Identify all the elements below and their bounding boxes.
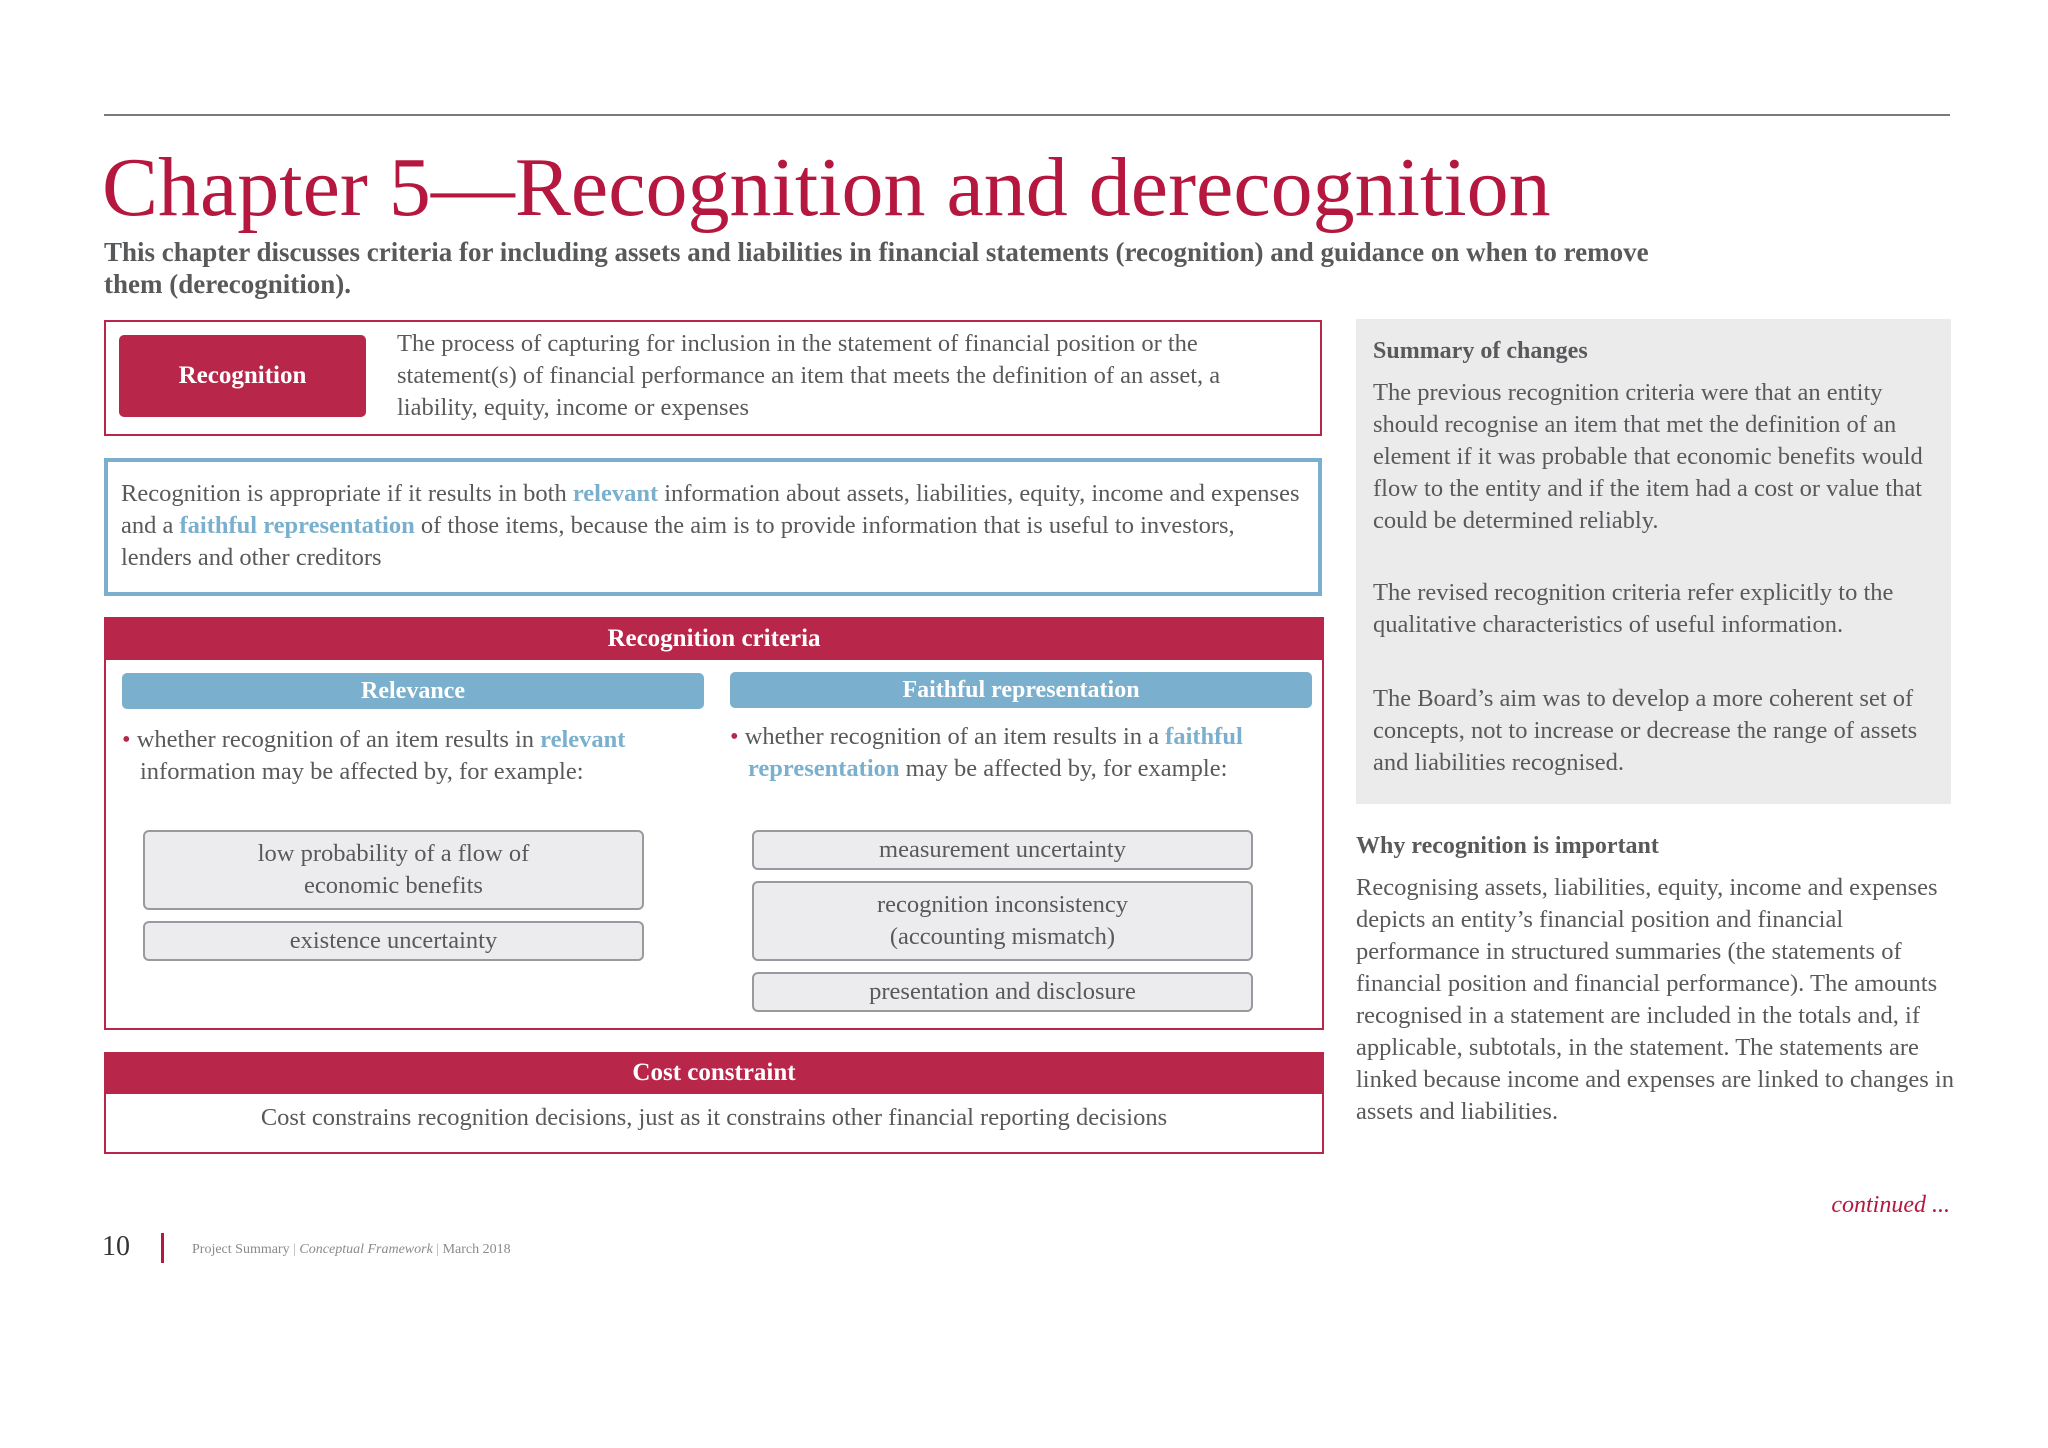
continued-note: continued ... (1831, 1192, 1950, 1218)
footer-separator: | (436, 1242, 440, 1257)
recognition-criteria-heading: Recognition criteria (104, 617, 1324, 660)
bullet-icon: • (122, 726, 131, 753)
text-segment: of those items, because the aim is to provide information that is useful to investors, lenders and other creditors (121, 512, 1235, 571)
why-recognition-text: Recognising assets, liabilities, equity, income and expenses depicts an entity’s financial position and financial performance in structured summaries (the statements of financial position and financial performance). The amounts recognised in a statement are included in the totals and, if applicable, subtotals, in the statement. The statements are linked because income and expenses are linked to changes in assets and liabilities. (1356, 874, 1954, 1125)
faithful-representation-highlight: faithful representation (748, 723, 1243, 782)
summary-paragraph: The Board’s aim was to develop a more coherent set of concepts, not to increase or decrease the range of assets and liabilities recognised. (1373, 685, 1918, 776)
factor-pill: recognition inconsistency (accounting mismatch) (752, 881, 1253, 961)
summary-title: Summary of changes (1373, 338, 1588, 364)
text-segment: whether recognition of an item results in (136, 726, 541, 753)
recognition-appropriateness-text (121, 478, 1311, 574)
footer-doc: Project Summary (192, 1242, 290, 1257)
footer-date: March 2018 (442, 1242, 511, 1257)
faithful-representation-highlight: faithful representation (179, 512, 415, 539)
footer-divider (161, 1233, 164, 1263)
recognition-definition-text: The process of capturing for inclusion in the statement of financial position or the statement(s) of financial performance an item that meets the definition of an asset, a liability, equity, income or expenses (397, 330, 1221, 421)
relevant-highlight: relevant (572, 480, 659, 507)
top-rule (104, 114, 1950, 116)
footer-framework: Conceptual Framework (299, 1242, 433, 1257)
relevance-bullet (122, 724, 730, 788)
factor-pill: low probability of a flow of economic benefits (143, 830, 644, 910)
relevance-heading: Relevance (122, 673, 704, 709)
faithful-representation-bullet (730, 721, 1333, 785)
page-number: 10 (102, 1231, 130, 1262)
cost-constraint-text: Cost constrains recognition decisions, just as it constrains other financial reporting decisions (260, 1104, 1168, 1131)
relevant-highlight: relevant (540, 726, 626, 753)
cost-constraint-heading: Cost constraint (104, 1052, 1324, 1094)
page-title: Chapter 5—Recognition and derecognition (102, 141, 1551, 234)
footer-separator: | (293, 1242, 296, 1257)
footer-text (192, 1242, 511, 1258)
text-segment: may be affected by, for example: (899, 755, 1228, 782)
page-subtitle: This chapter discusses criteria for including assets and liabilities in financial statements (recognition) and guidance on when to remove them (derecognition). (104, 237, 1649, 299)
faithful-representation-heading: Faithful representation (730, 672, 1312, 708)
recognition-label: Recognition (119, 335, 366, 417)
bullet-icon: • (730, 723, 739, 750)
factor-pill: existence uncertainty (143, 921, 644, 961)
text-segment: information about assets, liabilities, equity, income and expenses and a (121, 480, 1300, 539)
text-segment: whether recognition of an item results in a (744, 723, 1166, 750)
text-segment: information may be affected by, for example: (140, 758, 584, 785)
summary-paragraph: The previous recognition criteria were that an entity should recognise an item that met the definition of an element if it was probable that economic benefits would flow to the entity and if the item had a cost or value that could be determined reliably. (1373, 379, 1923, 534)
factor-pill: measurement uncertainty (752, 830, 1253, 870)
factor-pill: presentation and disclosure (752, 972, 1253, 1012)
why-recognition-title: Why recognition is important (1356, 833, 1659, 859)
summary-paragraph: The revised recognition criteria refer explicitly to the qualitative characteristics of useful information. (1373, 579, 1894, 638)
text-segment: Recognition is appropriate if it results in both (121, 480, 573, 507)
